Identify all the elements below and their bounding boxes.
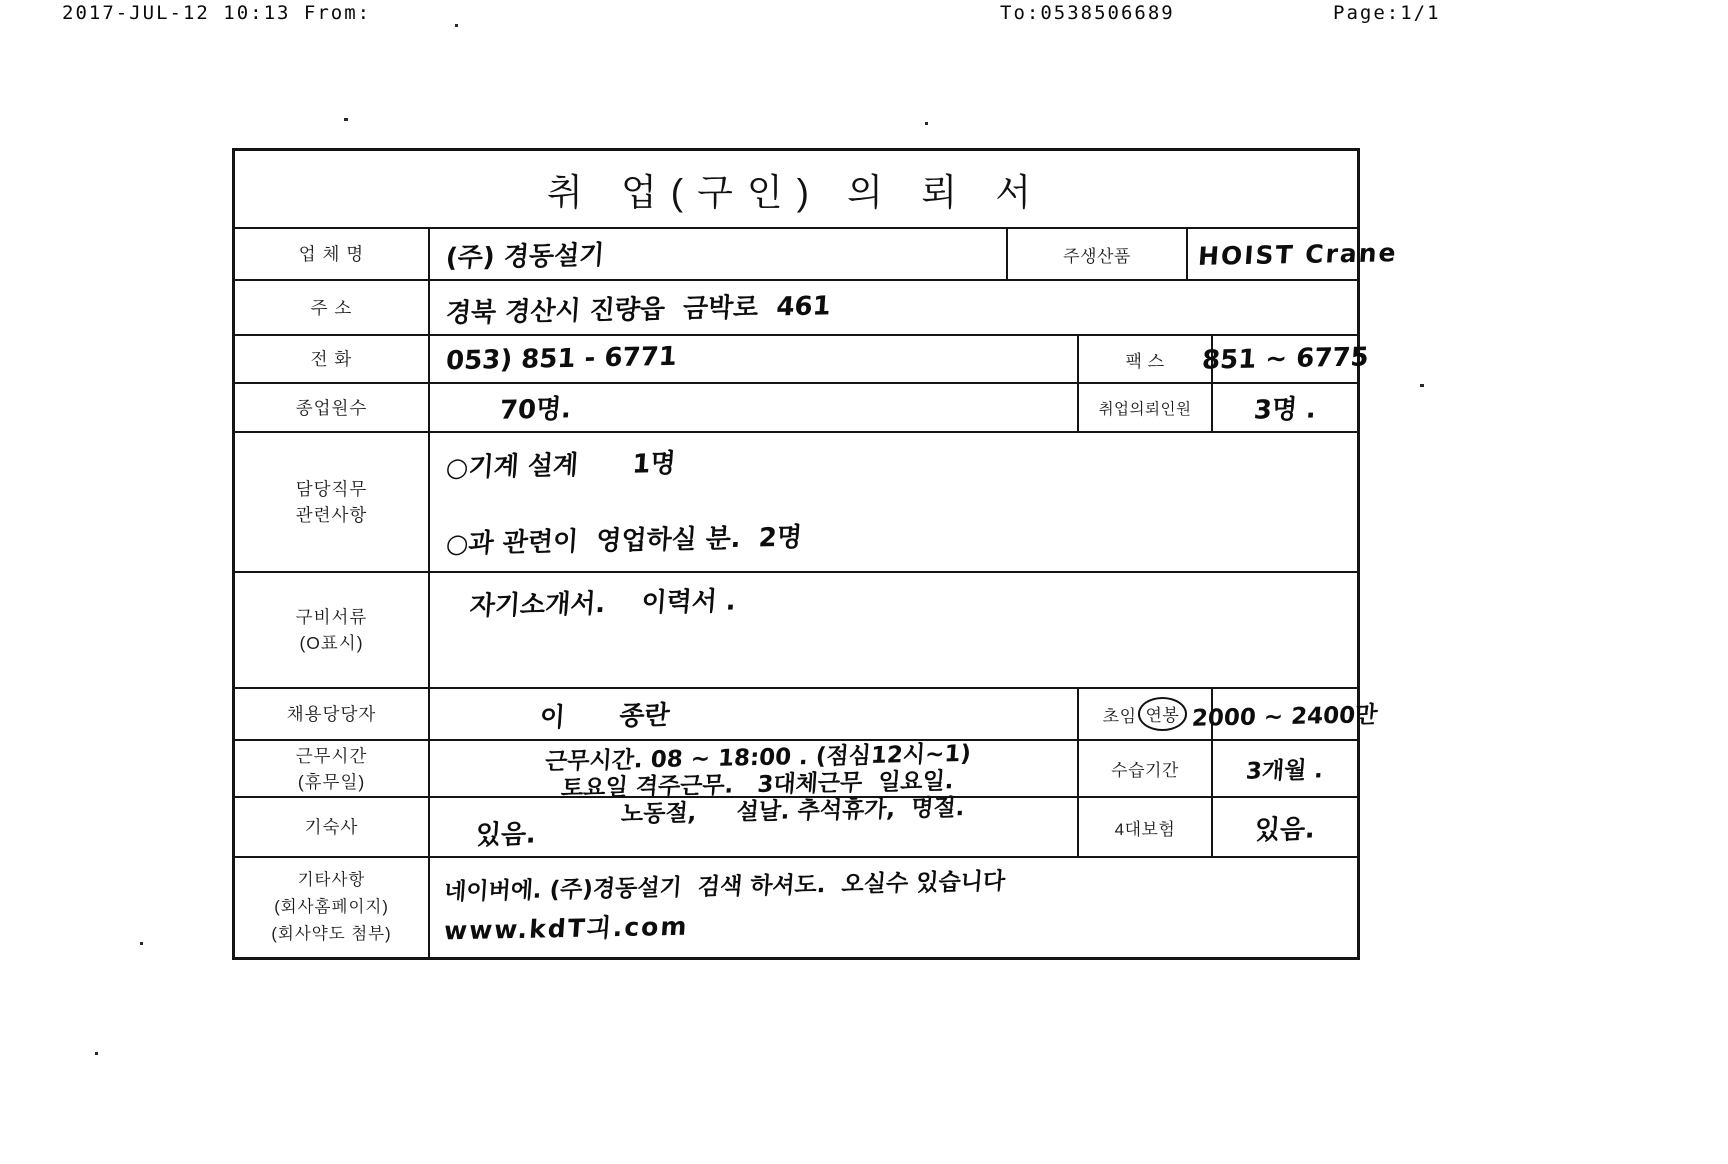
page-title: 취 업(구인) 의 뢰 서 <box>547 172 1045 213</box>
employees-handwritten: 70명. <box>498 394 573 426</box>
form-title-row <box>235 151 1357 229</box>
etc-label-line3: (회사약도 첨부) <box>271 925 392 943</box>
phone-handwritten: 053) 851 - 6771 <box>444 341 678 377</box>
documents-value-cell <box>428 573 1357 687</box>
etc-handwritten-line1: 네이버에. (주)경동설기 검색 하셔도. 오실수 있습니다 <box>443 868 1006 906</box>
row-employees <box>235 382 1357 431</box>
request-count-handwritten: 3명 . <box>1252 394 1317 426</box>
address-value-cell <box>428 281 1357 334</box>
work-hours-handwritten-line1: 근무시간. 08 ~ 18:00 . (점심12시~1) <box>543 740 972 776</box>
row-company <box>235 229 1399 279</box>
fax-timestamp: 2017-JUL-12 10:13 From: <box>62 2 372 24</box>
row-phone-fax <box>235 334 1370 382</box>
starting-salary-handwritten: 2000 ~ 2400만 <box>1191 701 1379 732</box>
duties-value-cell <box>428 433 1357 571</box>
etc-label-line1: 기타사항 <box>297 871 366 889</box>
employees-value-cell <box>428 384 1077 431</box>
scan-artifact <box>1420 384 1424 387</box>
company-name-label: 업 체 명 <box>298 244 365 264</box>
phone-value-cell <box>428 336 1077 382</box>
company-name-value-cell <box>428 229 1006 279</box>
request-count-value-cell <box>1211 384 1357 431</box>
duties-handwritten-line1: ○기계 설계 1명 <box>444 448 677 484</box>
insurance-label: 4대보험 <box>1077 798 1211 856</box>
recruiter-handwritten: 이 종란 <box>538 700 671 733</box>
insurance-handwritten: 있음. <box>1253 813 1316 846</box>
etc-label <box>235 858 428 957</box>
documents-label-line2: (O표시) <box>299 633 364 653</box>
row-documents <box>235 571 1357 687</box>
dormitory-label: 기숙사 <box>304 817 359 837</box>
duties-label-line1: 담당직무 <box>295 479 368 499</box>
work-hours-label <box>235 741 428 796</box>
etc-value-cell <box>428 858 1357 957</box>
insurance-value-cell <box>1211 798 1357 856</box>
duties-handwritten-line2: ○과 관련이 영업하실 분. 2명 <box>444 522 803 560</box>
phone-label: 전 화 <box>310 349 353 369</box>
fax-value-cell <box>1200 336 1370 382</box>
starting-salary-label-prefix: 초임 <box>1102 706 1137 726</box>
documents-handwritten: 자기소개서. 이력서 . <box>468 586 737 622</box>
documents-label-line1: 구비서류 <box>295 607 368 627</box>
company-website-handwritten: www.kdT긔.com <box>443 911 690 946</box>
probation-value-cell <box>1211 741 1357 796</box>
main-product-handwritten: HOIST Crane <box>1197 237 1399 271</box>
scan-artifact <box>344 118 348 121</box>
main-product-value-cell <box>1186 229 1399 279</box>
row-address <box>235 279 1357 334</box>
row-etc <box>235 856 1357 957</box>
fax-recipient-number: To:0538506689 <box>1000 2 1175 24</box>
fax-page-count: Page:1/1 <box>1333 2 1441 24</box>
dormitory-handwritten: 있음. <box>474 819 537 851</box>
fax-handwritten: 851 ~ 6775 <box>1200 342 1370 376</box>
probation-handwritten: 3개월 . <box>1245 757 1325 785</box>
recruiter-value-cell <box>428 689 1077 739</box>
work-hours-handwritten-line3: 노동절, 설날. 추석휴가, 명절. <box>619 795 966 828</box>
request-count-label: 취업의뢰인원 <box>1077 384 1211 431</box>
fax-label: 팩 스 <box>1077 336 1211 382</box>
recruiter-label: 채용당당자 <box>286 704 377 724</box>
duties-label-line2: 관련사항 <box>295 505 368 525</box>
main-product-label: 주생산품 <box>1006 229 1186 279</box>
starting-salary-value-cell <box>1191 689 1379 739</box>
work-hours-label-line2: (휴무일) <box>297 771 366 792</box>
scan-artifact <box>925 122 928 125</box>
probation-label: 수습기간 <box>1077 741 1211 796</box>
scan-artifact <box>140 942 143 945</box>
circled-annotation: 연봉 <box>1138 697 1188 731</box>
employees-label: 종업원수 <box>295 397 368 418</box>
work-hours-handwritten-line2: 토요일 격주근무. 3대체근무 일요일. <box>560 768 955 802</box>
company-name-handwritten: (주) 경동설기 <box>444 239 606 274</box>
etc-label-line2: (회사홈페이지) <box>274 898 389 916</box>
documents-label <box>235 573 428 687</box>
work-hours-value-cell <box>428 740 1077 828</box>
address-handwritten: 경북 경산시 진량읍 금박로 461 <box>444 291 832 329</box>
address-label: 주 소 <box>310 297 353 318</box>
row-duties <box>235 431 1357 571</box>
scan-artifact <box>95 1052 98 1055</box>
duties-label <box>235 433 428 571</box>
work-hours-label-line1: 근무시간 <box>295 745 368 766</box>
row-recruiter-salary <box>235 687 1379 739</box>
job-request-form <box>232 148 1399 960</box>
scan-artifact <box>455 24 458 27</box>
